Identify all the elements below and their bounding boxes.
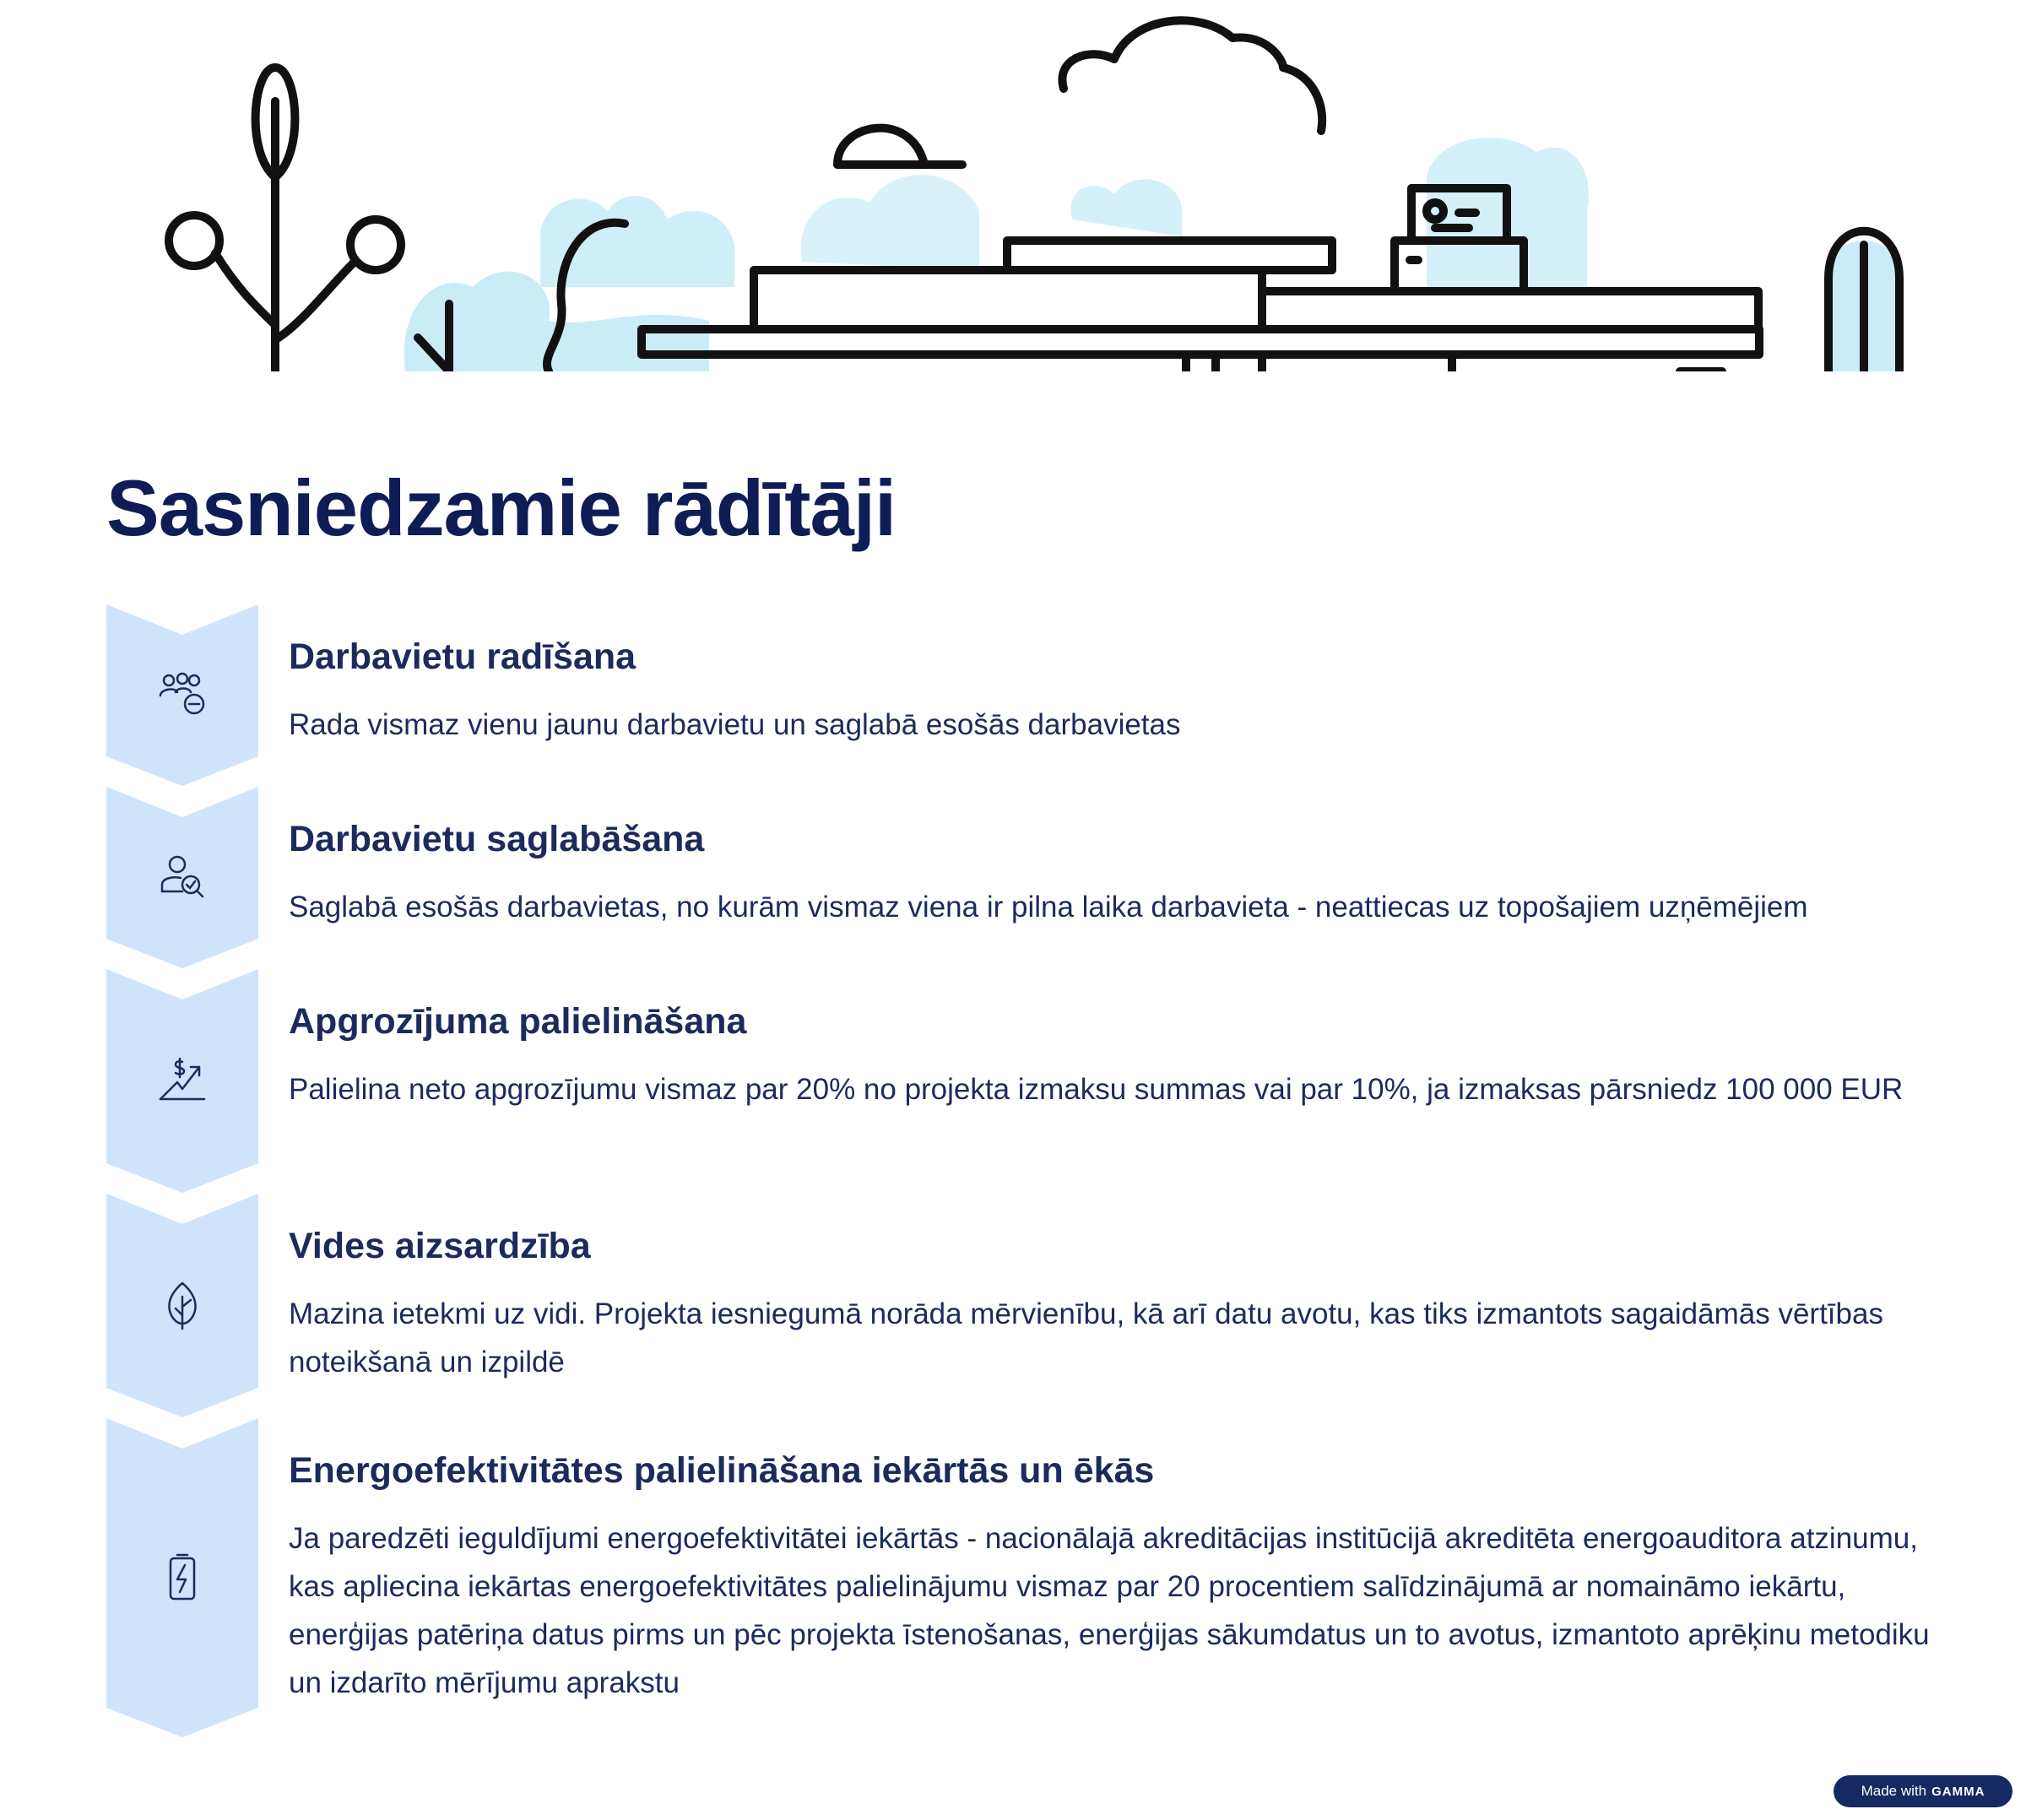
users-minus-icon bbox=[157, 669, 208, 719]
made-with-gamma-badge[interactable] bbox=[1834, 1775, 2012, 1807]
badge-label: Made with bbox=[1861, 1783, 1927, 1799]
item-description: Palielina neto apgrozījumu vismaz par 20% no projekta izmaksu summas vai par 10%, ja izmaksas pārsniedz 100 000 EUR bbox=[289, 1073, 1904, 1106]
item-title: Darbavietu saglabāšana bbox=[289, 819, 705, 859]
item-description: Ja paredzēti ieguldījumi energoefektivitātei iekārtās - nacionālajā akreditācijas institūcijā akreditēta energoauditora atzinumu, kas apliecina iekārtas energoefektivitātes palielinājumu vismaz par 20 procentiem salīdzinājumā ar nomaināmo iekārtu, enerģijas patēriņa datus pirms un pēc projekta īstenošanas, enerģijas sākumdatus un to avotus, izmantoto aprēķinu metodiku un izdarīto mērījumu aprakstu bbox=[289, 1522, 1930, 1699]
gamma-logo: GAMMA bbox=[1931, 1784, 1985, 1799]
list-item bbox=[106, 1194, 1938, 1417]
city-landscape-illustration bbox=[0, 0, 2026, 405]
list-item bbox=[106, 604, 1938, 786]
item-title: Darbavietu radīšana bbox=[289, 636, 637, 677]
item-title: Vides aizsardzība bbox=[289, 1226, 591, 1266]
item-description: Saglabā esošās darbavietas, no kurām vismaz viena ir pilna laika darbavieta - neattiecas uz topošajiem uzņēmējiem bbox=[289, 891, 1808, 924]
list-item bbox=[106, 1418, 1938, 1737]
user-check-search-icon bbox=[157, 851, 208, 902]
list-item bbox=[106, 787, 1938, 968]
list-item bbox=[106, 969, 1938, 1193]
dollar-growth-icon bbox=[157, 1055, 208, 1106]
item-description: Rada vismaz vienu jaunu darbavietu un saglabā esošās darbavietas bbox=[289, 708, 1181, 741]
page-title: Sasniedzamie rādītāji bbox=[106, 463, 897, 552]
item-description: Mazina ietekmi uz vidi. Projekta iesniegumā norāda mērvienību, kā arī datu avotu, kas tiks izmantots sagaidāmās vērtības noteikšanā un izpildē bbox=[289, 1297, 1883, 1379]
item-title: Energoefektivitātes palielināšana iekārtās un ēkās bbox=[289, 1450, 1155, 1491]
item-title: Apgrozījuma palielināšana bbox=[289, 1001, 747, 1042]
battery-charging-icon bbox=[157, 1552, 208, 1602]
leaf-icon bbox=[157, 1280, 208, 1330]
